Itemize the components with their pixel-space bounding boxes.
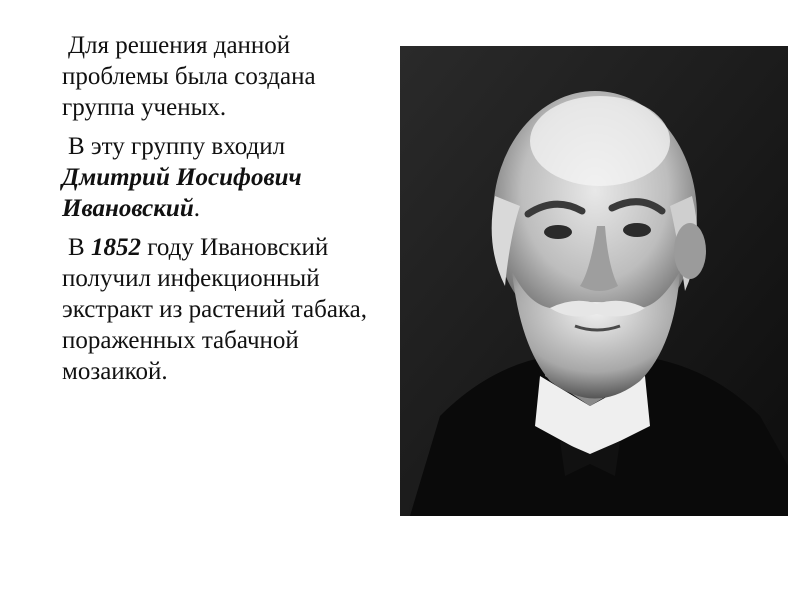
portrait-illustration — [400, 46, 788, 516]
discovery-year: 1852 — [90, 234, 141, 261]
slide-text — [48, 30, 393, 395]
paragraph-group-suffix: . — [193, 195, 200, 222]
paragraph-intro-text: Для решения данной проблемы была создана группа ученых. — [62, 32, 316, 121]
paragraph-discovery-prefix: В — [68, 234, 91, 261]
paragraph-group-prefix: В эту группу входил — [68, 133, 286, 160]
paragraph-discovery — [48, 232, 393, 387]
scientist-name: Дмитрий Иосифович Ивановский — [62, 164, 302, 222]
paragraph-discovery-suffix: году Ивановский получил инфекционный экстракт из растений табака, пораженных табачной мозаикой. — [62, 234, 368, 385]
portrait-photo — [400, 46, 788, 516]
paragraph-intro — [48, 30, 393, 123]
paragraph-group-member — [48, 131, 393, 224]
